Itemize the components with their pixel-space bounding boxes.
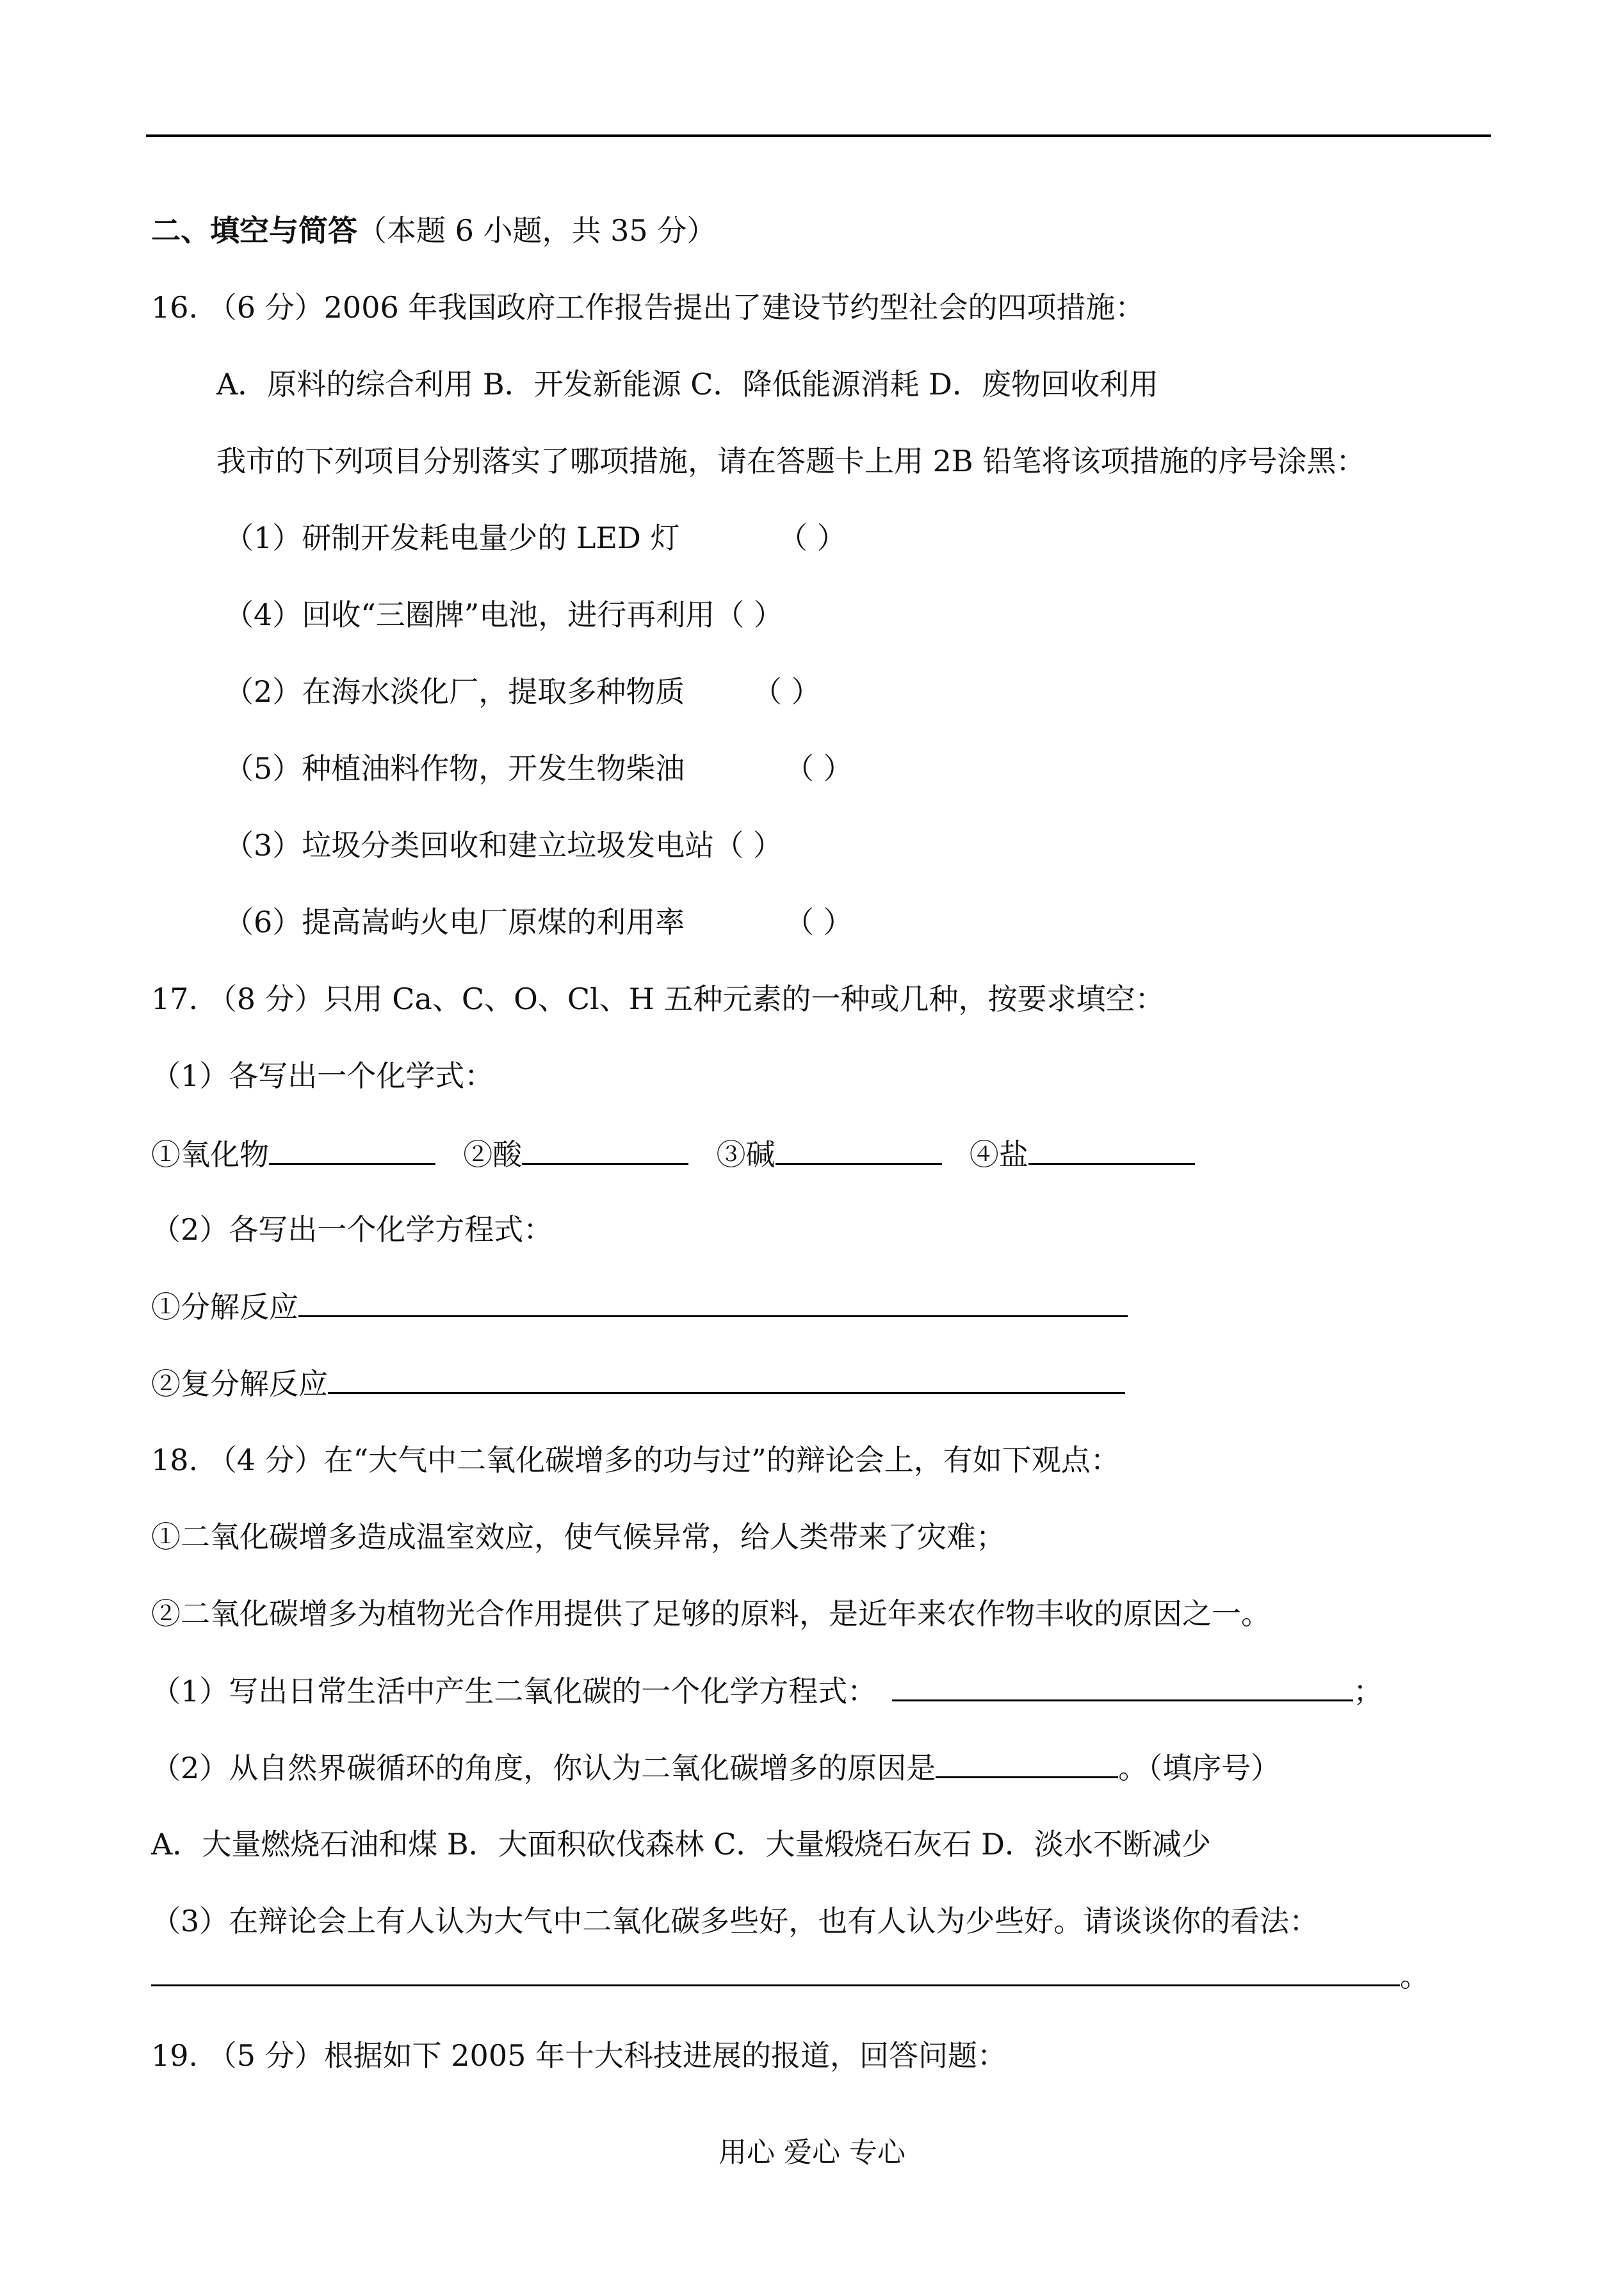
q16-item-text: （4）回收“三圈牌”电池，进行再利用: [224, 597, 715, 632]
q17-blank-double-decomposition[interactable]: [328, 1364, 1125, 1394]
q18-sub2-text: （2）从自然界碳循环的角度，你认为二氧化碳增多的原因是: [151, 1751, 936, 1785]
q17-label-decomposition: ①分解反应: [151, 1290, 298, 1324]
q17-sub1: （1）各写出一个化学式：: [151, 1058, 494, 1093]
q16-item-text: （1）研制开发耗电量少的 LED 灯: [224, 521, 680, 555]
q17-label-base: ③碱: [716, 1137, 775, 1172]
q18-sub3: （3）在辩论会上有人认为大气中二氧化碳多些好，也有人认为少些好。请谈谈你的看法：: [151, 1904, 1319, 1938]
q16-item-text: （5）种植油料作物，开发生物柴油: [224, 751, 685, 786]
q18-blank-equation[interactable]: [892, 1671, 1353, 1701]
q17-eq-row-1: [151, 1287, 1128, 1326]
q16-paren-4[interactable]: （ ）: [784, 751, 853, 786]
q18-view-1: ①二氧化碳增多造成温室效应，使气候异常，给人类带来了灾难；: [151, 1520, 1005, 1554]
q16-item-4: [224, 749, 685, 788]
q18-blank-opinion[interactable]: [151, 1956, 1400, 1986]
q17-blank-acid[interactable]: [522, 1135, 688, 1165]
section-note: （本题 6 小题，共 35 分）: [357, 213, 717, 248]
q16-instruction: 我市的下列项目分别落实了哪项措施，请在答题卡上用 2B 铅笔将该项措施的序号涂黑：: [216, 444, 1366, 478]
q16-item-6: [224, 903, 685, 941]
q16-stem: 16. （6 分）2006 年我国政府工作报告提出了建设节约型社会的四项措施：: [151, 290, 1145, 325]
q16-item-5: [224, 826, 783, 864]
section-title: 二、填空与简答: [151, 213, 357, 248]
q18-view-2: ②二氧化碳增多为植物光合作用提供了足够的原料，是近年来农作物丰收的原因之一。: [151, 1596, 1271, 1631]
q17-blank-salt[interactable]: [1028, 1135, 1195, 1165]
q16-item-text: （3）垃圾分类回收和建立垃圾发电站: [224, 828, 715, 863]
q17-blank-base[interactable]: [775, 1135, 942, 1165]
q18-sub3-end: 。: [1400, 1959, 1429, 1993]
q17-formula-row: [151, 1135, 1195, 1174]
page-footer: 用心 爱心 专心: [719, 2136, 905, 2169]
q16-paren-6[interactable]: （ ）: [784, 905, 853, 939]
q17-stem: 17. （8 分）只用 Ca、C、O、Cl、H 五种元素的一种或几种，按要求填空：: [151, 982, 1165, 1016]
q18-blank-reason[interactable]: [936, 1748, 1118, 1778]
header-rule: [146, 134, 1491, 137]
q17-label-oxide: ①氧化物: [151, 1137, 269, 1172]
q16-item-text: （6）提高嵩屿火电厂原煤的利用率: [224, 905, 685, 939]
q17-sub2: （2）各写出一个化学方程式：: [151, 1212, 553, 1247]
q18-sub1-text: （1）写出日常生活中产生二氧化碳的一个化学方程式：: [151, 1674, 877, 1708]
q18-options: A．大量燃烧石油和煤 B．大面积砍伐森林 C．大量煅烧石灰石 D．淡水不断减少: [151, 1827, 1211, 1861]
q16-item-2: [224, 596, 783, 634]
section-heading: [151, 211, 716, 250]
q16-paren-1[interactable]: （ ）: [778, 521, 847, 555]
q18-sub3-answer-row: [151, 1956, 1429, 1995]
q16-item-text: （2）在海水淡化厂，提取多种物质: [224, 674, 685, 709]
q16-item-1: [224, 519, 680, 557]
q17-label-salt: ④盐: [969, 1137, 1028, 1172]
q16-paren-5[interactable]: （ ）: [714, 828, 783, 863]
q18-sub1: [151, 1671, 1383, 1710]
q17-label-acid: ②酸: [463, 1137, 523, 1172]
q18-sub2: [151, 1748, 1280, 1787]
q17-label-double-decomposition: ②复分解反应: [151, 1366, 328, 1401]
q16-item-3: [224, 672, 685, 711]
q19-stem: 19. （5 分）根据如下 2005 年十大科技进展的报道，回答问题：: [151, 2038, 1007, 2073]
q16-paren-2[interactable]: （ ）: [715, 597, 783, 632]
q17-eq-row-2: [151, 1364, 1125, 1403]
q16-paren-3[interactable]: （ ）: [752, 674, 821, 709]
q17-blank-oxide[interactable]: [269, 1135, 435, 1165]
q18-stem: 18. （4 分）在“大气中二氧化碳增多的功与过”的辩论会上，有如下观点：: [151, 1443, 1120, 1477]
q17-blank-decomposition[interactable]: [298, 1287, 1128, 1317]
q16-options: A．原料的综合利用 B．开发新能源 C．降低能源消耗 D．废物回收利用: [216, 367, 1158, 401]
q18-sub1-end: ；: [1353, 1674, 1383, 1708]
q18-sub2-end: 。（填序号）: [1118, 1751, 1281, 1785]
